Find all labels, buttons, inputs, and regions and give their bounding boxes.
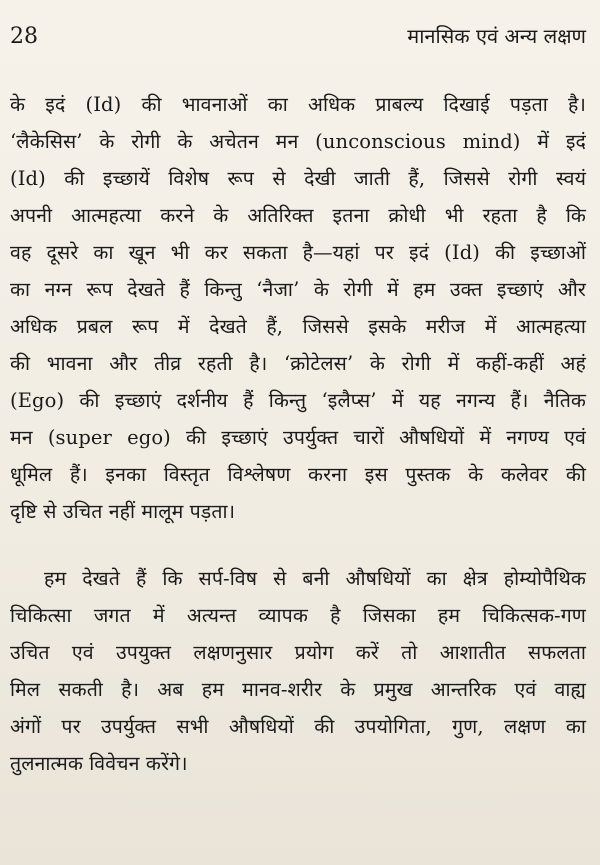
body-text	[10, 86, 586, 782]
paragraph-2	[10, 560, 586, 782]
text-line: अपनी आत्महत्या करने के अतिरिक्त इतना क्रोधी भी रहता है कि	[10, 204, 586, 227]
text-line: दृष्टि से उचित नहीं मालूम पड़ता।	[10, 500, 236, 523]
text-line: ‘लैकेसिस’ के रोगी के अचेतन मन (unconscious mind) में इदं	[10, 130, 586, 153]
text-line: (Id) की इच्छायें विशेष रूप से देखी जाती हैं, जिससे रोगी स्वयं	[10, 167, 586, 190]
text-line: वह दूसरे का खून भी कर सकता है—यहां पर इदं (Id) की इच्छाओं	[10, 241, 586, 264]
text-line: तुलनात्मक विवेचन करेंगे।	[10, 752, 188, 775]
paragraph-gap	[10, 530, 586, 560]
text-line: उचित एवं उपयुक्त लक्षणनुसार प्रयोग करें तो आशातीत सफलता	[10, 641, 586, 664]
text-line: धूमिल हैं। इनका विस्तृत विश्लेषण करना इस पुस्तक के कलेवर की	[10, 463, 586, 486]
text-line: अधिक प्रबल रूप में देखते हैं, जिससे इसके मरीज में आत्महत्या	[10, 315, 586, 338]
text-line: मन (super ego) की इच्छाएं उपर्युक्त चारों औषधियों में नगण्य एवं	[10, 426, 586, 449]
text-line: मिल सकती है। अब हम मानव-शरीर के प्रमुख आन्तरिक एवं वाह्य	[10, 678, 586, 701]
text-line: अंगों पर उपर्युक्त सभी औषधियों की उपयोगिता, गुण, लक्षण का	[10, 715, 586, 738]
text-line: हम देखते हैं कि सर्प-विष से बनी औषधियों का क्षेत्र होम्योपैथिक	[44, 567, 586, 590]
text-line: चिकित्सा जगत में अत्यन्त व्यापक है जिसका हम चिकित्सक-गण	[10, 604, 586, 627]
running-title: मानसिक एवं अन्य लक्षण	[407, 24, 586, 48]
paragraph-1	[10, 86, 586, 530]
text-line: की भावना और तीव्र रहती है। ‘क्रोटेलस’ के रोगी में कहीं-कहीं अहं	[10, 352, 586, 375]
page-header	[10, 22, 586, 49]
page-number: 28	[10, 24, 38, 49]
text-line: (Ego) की इच्छाएं दर्शनीय हैं किन्तु ‘इलैप्स’ में यह नगन्य हैं। नैतिक	[10, 389, 586, 412]
text-line: का नग्न रूप देखते हैं किन्तु ‘नैजा’ के रोगी में हम उक्त इच्छाएं और	[10, 278, 586, 301]
text-line: के इदं (Id) की भावनाओं का अधिक प्राबल्य दिखाई पड़ता है।	[10, 93, 586, 116]
